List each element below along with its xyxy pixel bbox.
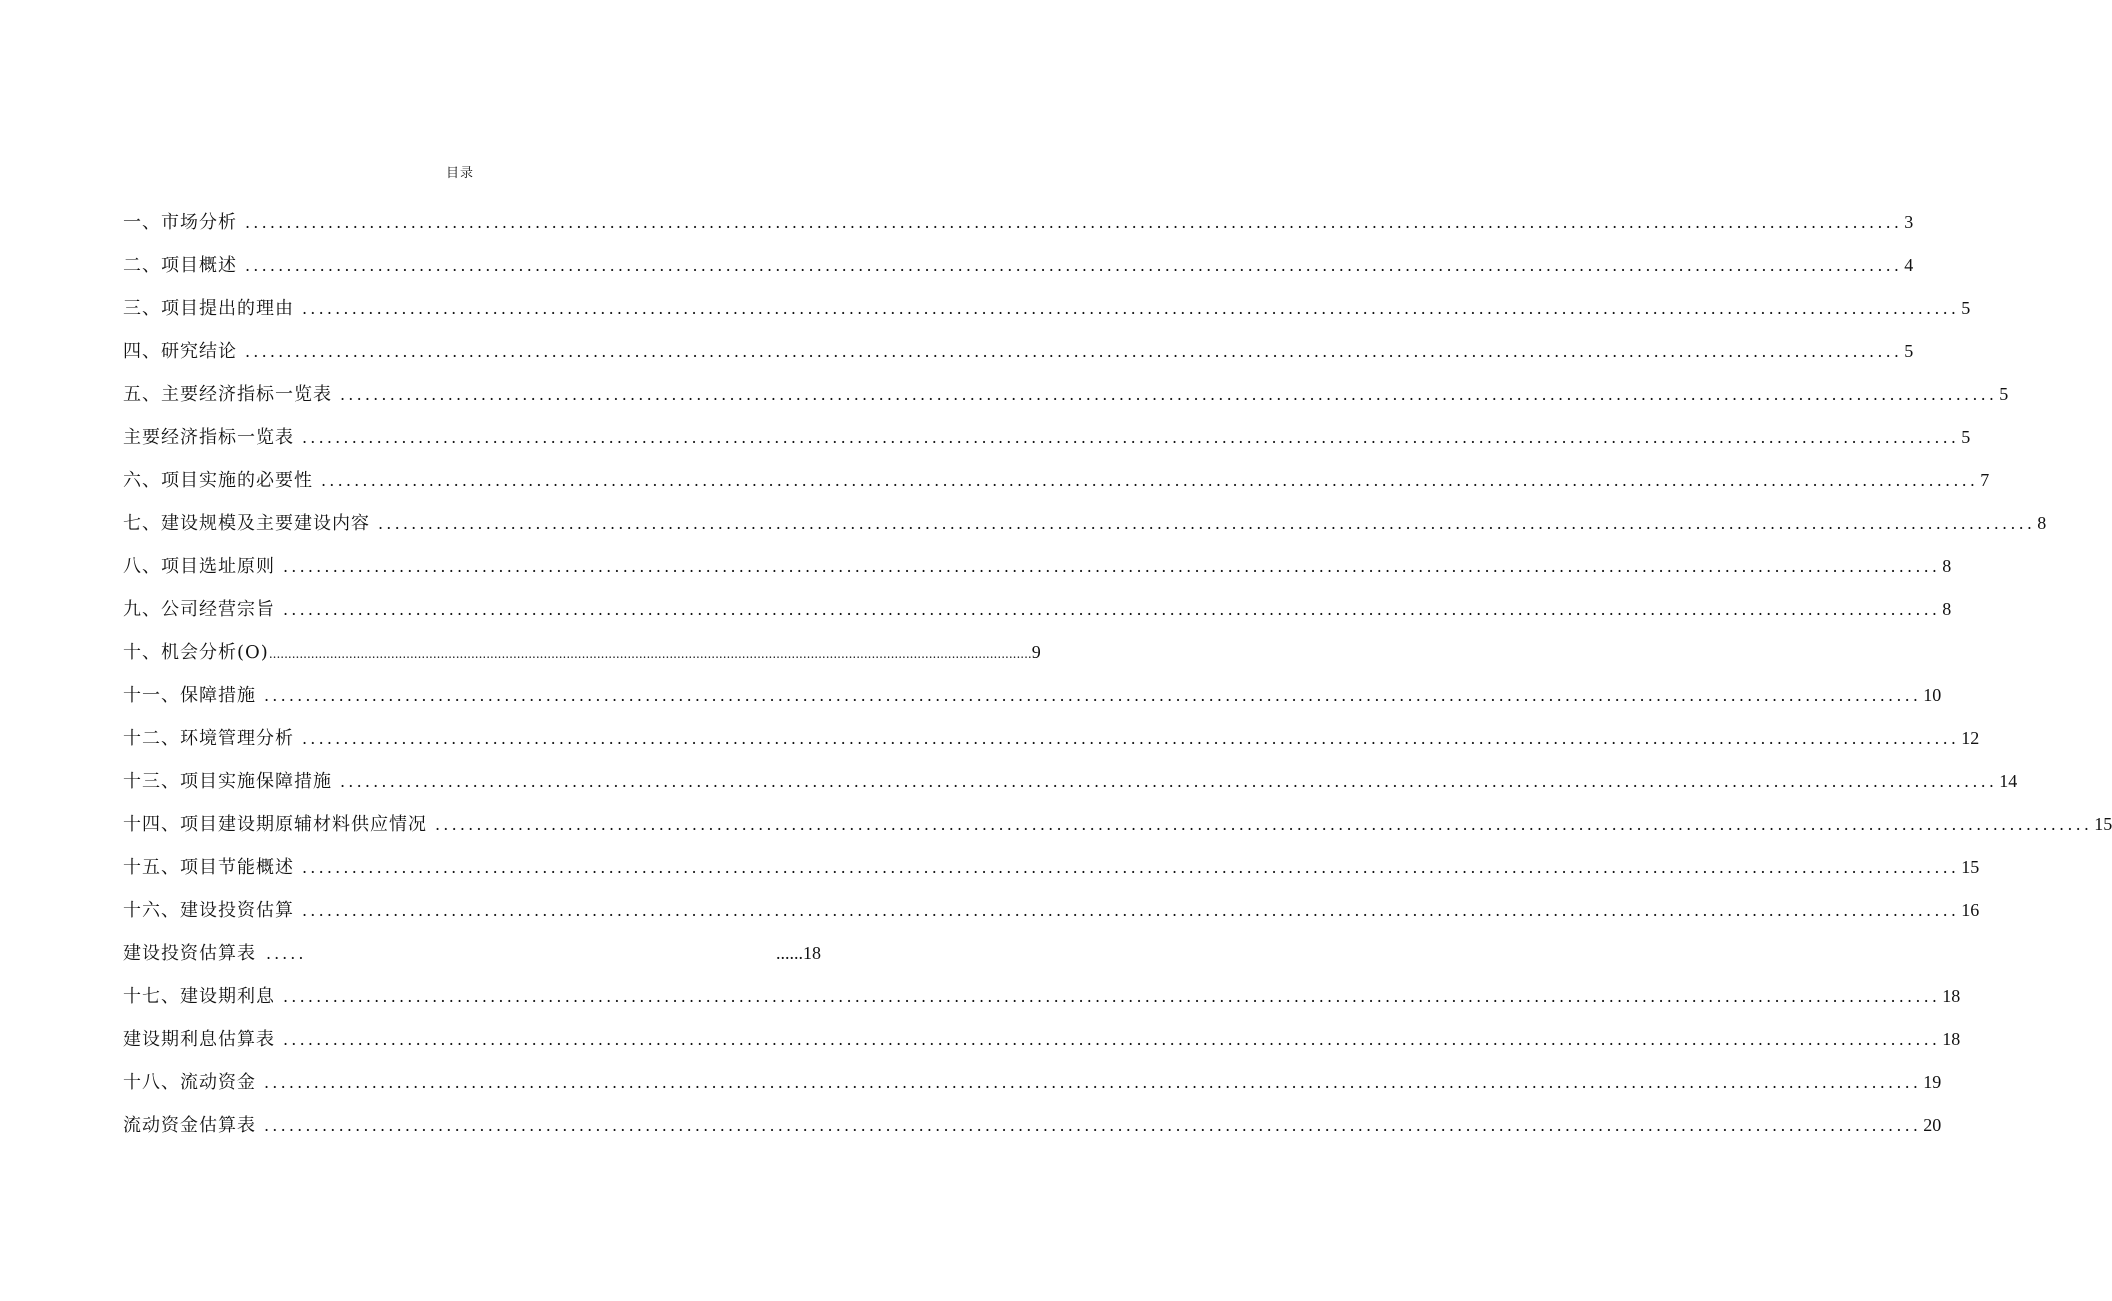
toc-entry-label: 十三、项目实施保障措施 <box>123 771 332 792</box>
toc-page-number: 16 <box>1961 900 1980 920</box>
toc-dot-leader: ........................................................................................................................................................................................................ <box>283 1030 1941 1049</box>
toc-dot-leader: ........................................................................................................................................................................................................ <box>245 213 1903 232</box>
toc-page-number: 4 <box>1904 255 1914 275</box>
toc-entry-label: 十二、环境管理分析 <box>123 728 294 749</box>
toc-dot-leader: ........................................................................................................................................................................................................ <box>340 772 1998 791</box>
toc-page-number: 9 <box>1031 642 1041 662</box>
toc-page-number: 7 <box>1980 470 1990 490</box>
toc-entry-label: 五、主要经济指标一览表 <box>123 384 332 405</box>
toc-entry-label: 十四、项目建设期原辅材料供应情况 <box>123 814 427 835</box>
toc-page-number: 5 <box>1961 427 1971 447</box>
toc-page-number: 5 <box>1904 341 1914 361</box>
toc-entry[interactable] <box>123 464 1990 507</box>
toc-entry[interactable] <box>123 1023 1961 1066</box>
toc-page-number: 14 <box>1999 771 2018 791</box>
toc-entry-label: 十五、项目节能概述 <box>123 857 294 878</box>
toc-dot-leader: ........................................................................................................................................................................................................ <box>268 647 1032 661</box>
toc-dot-leader: ..... <box>266 944 307 963</box>
toc-entry[interactable] <box>123 550 1952 593</box>
toc-entry[interactable] <box>123 679 1942 722</box>
toc-dot-leader: ........................................................................................................................................................................................................ <box>321 471 1979 490</box>
toc-dot-leader: ........................................................................................................................................................................................................ <box>264 686 1922 705</box>
toc-dot-leader: ........................................................................................................................................................................................................ <box>302 299 1960 318</box>
toc-entry[interactable] <box>123 1109 1942 1152</box>
toc-entry[interactable] <box>123 851 1980 894</box>
toc-page-number: 10 <box>1923 685 1942 705</box>
toc-entry-label: 二、项目概述 <box>123 255 237 276</box>
toc-dot-leader: ........................................................................................................................................................................................................ <box>245 256 1903 275</box>
toc-entry-label: 九、公司经营宗旨 <box>123 599 275 620</box>
toc-entry-label: 六、项目实施的必要性 <box>123 470 313 491</box>
toc-dot-leader: ........................................................................................................................................................................................................ <box>302 858 1960 877</box>
toc-dot-leader: ........................................................................................................................................................................................................ <box>283 557 1941 576</box>
toc-entry-label: 七、建设规模及主要建设内容 <box>123 513 370 534</box>
toc-entry-label: 十、机会分析(O) <box>123 642 269 663</box>
toc-entry[interactable] <box>123 421 1971 464</box>
toc-page-number: 20 <box>1923 1115 1942 1135</box>
toc-page-number: 8 <box>2037 513 2047 533</box>
toc-page-number: 5 <box>1961 298 1971 318</box>
toc-page-number: 12 <box>1961 728 1980 748</box>
toc-entry[interactable] <box>123 1066 1942 1109</box>
toc-entry-label: 一、市场分析 <box>123 212 237 233</box>
toc-entry-label: 十六、建设投资估算 <box>123 900 294 921</box>
toc-page-number: 19 <box>1923 1072 1942 1092</box>
toc-entry-label: 十一、保障措施 <box>123 685 256 706</box>
toc-entry-label: 流动资金估算表 <box>123 1115 256 1136</box>
toc-entry[interactable] <box>123 507 2047 550</box>
toc-entry[interactable] <box>123 808 2112 851</box>
toc-dot-leader: ........................................................................................................................................................................................................ <box>378 514 2036 533</box>
toc-entry-label: 十七、建设期利息 <box>123 986 275 1007</box>
toc-page-number: 8 <box>1942 599 1952 619</box>
toc-entry-label: 三、项目提出的理由 <box>123 298 294 319</box>
toc-dot-leader: ........................................................................................................................................................................................................ <box>264 1116 1922 1135</box>
toc-entry-label: 四、研究结论 <box>123 341 237 362</box>
toc-entry[interactable] <box>123 765 2018 808</box>
toc-entry[interactable] <box>123 206 1914 249</box>
toc-dot-leader: ........................................................................................................................................................................................................ <box>302 729 1960 748</box>
toc-entry[interactable] <box>123 292 1971 335</box>
toc-entry[interactable] <box>123 593 1952 636</box>
toc-dot-leader: ........................................................................................................................................................................................................ <box>340 385 1998 404</box>
toc-entry-label: 建设投资估算表 <box>123 943 256 964</box>
toc-entry-label: 十八、流动资金 <box>123 1072 256 1093</box>
toc-dot-leader: ........................................................................................................................................................................................................ <box>302 901 1960 920</box>
toc-entry[interactable] <box>123 378 2009 421</box>
table-of-contents <box>123 206 2112 1152</box>
toc-entry[interactable] <box>123 937 827 980</box>
toc-entry-label: 八、项目选址原则 <box>123 556 275 577</box>
toc-entry-label: 主要经济指标一览表 <box>123 427 294 448</box>
toc-entry[interactable] <box>123 335 1914 378</box>
toc-entry[interactable] <box>123 980 1961 1023</box>
toc-page-number: 8 <box>1942 556 1952 576</box>
toc-page-number: 18 <box>1942 1029 1961 1049</box>
toc-dot-leader: ........................................................................................................................................................................................................ <box>302 428 1960 447</box>
toc-page-number: 15 <box>2094 814 2112 834</box>
toc-dot-leader: ........................................................................................................................................................................................................ <box>435 815 2093 834</box>
toc-page-number: 3 <box>1904 212 1914 232</box>
toc-page-number: 15 <box>1961 857 1980 877</box>
toc-dot-leader: ........................................................................................................................................................................................................ <box>264 1073 1922 1092</box>
toc-dot-leader: ........................................................................................................................................................................................................ <box>283 600 1941 619</box>
toc-entry[interactable] <box>123 636 1041 679</box>
toc-page-number: 5 <box>1999 384 2009 404</box>
toc-entry-label: 建设期利息估算表 <box>123 1029 275 1050</box>
toc-dot-leader: ........................................................................................................................................................................................................ <box>283 987 1941 1006</box>
page-title: 目录 <box>445 166 474 181</box>
toc-entry[interactable] <box>123 894 1980 937</box>
toc-entry[interactable] <box>123 722 1980 765</box>
toc-page-number: 18 <box>1942 986 1961 1006</box>
toc-dot-leader: ........................................................................................................................................................................................................ <box>245 342 1903 361</box>
toc-entry[interactable] <box>123 249 1914 292</box>
toc-page-number: ......18 <box>776 943 821 963</box>
